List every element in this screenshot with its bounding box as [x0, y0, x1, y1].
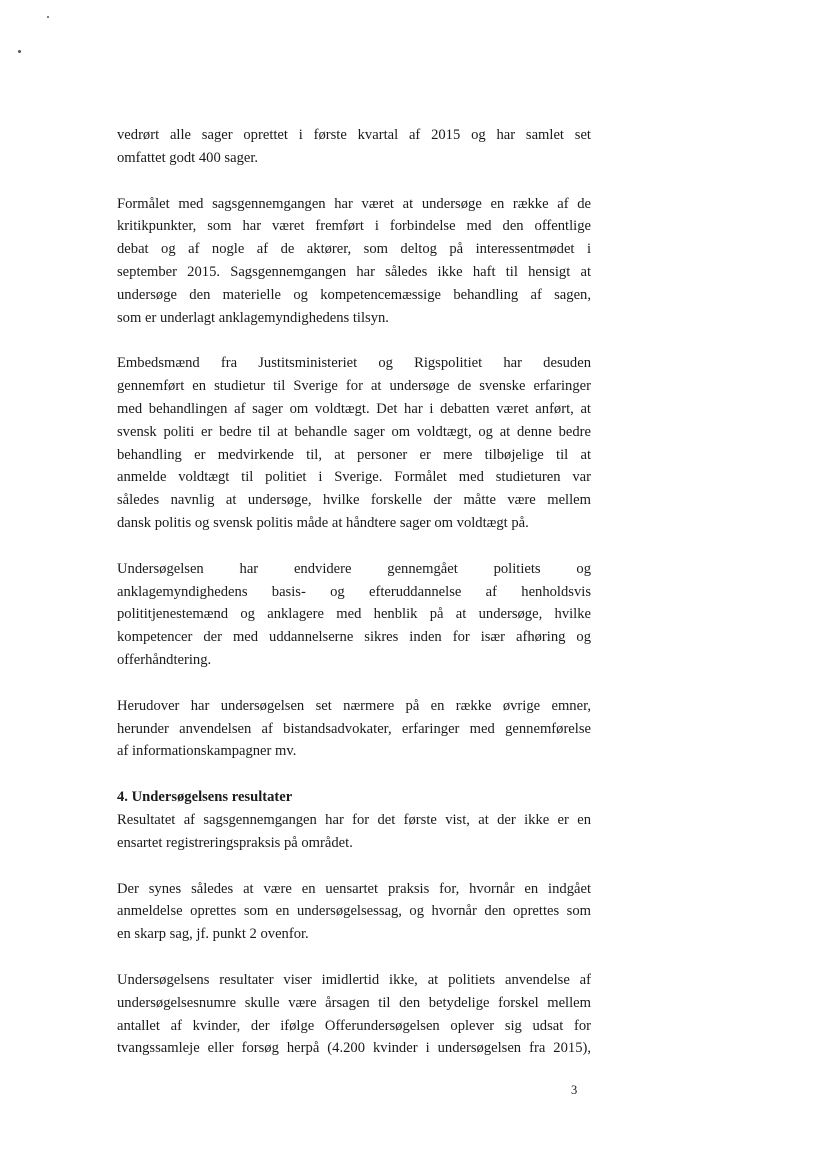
- text-line: polititjenestemænd og anklagere med henblik på at undersøge, hvilke: [117, 606, 591, 623]
- text-line: kompetencer der med uddannelserne sikres inden for især afhøring og: [117, 629, 591, 646]
- paragraph: [117, 352, 591, 534]
- text-line: tvangssamleje eller forsøg herpå (4.200 kvinder i undersøgelsen fra 2015),: [117, 1040, 591, 1057]
- document-body: [117, 124, 591, 1083]
- text-line: anklagemyndighedens basis- og efteruddannelse af henholdsvis: [117, 583, 591, 600]
- text-line: undersøge den materielle og kompetencemæssige behandling af sagen,: [117, 286, 591, 303]
- text-line: dansk politis og svensk politis måde at håndtere sager om voldtægt på.: [117, 514, 529, 531]
- text-line: Undersøgelsens resultater viser imidlertid ikke, at politiets anvendelse af: [117, 971, 591, 988]
- text-line: af informationskampagner mv.: [117, 743, 297, 760]
- text-line: debat og af nogle af de aktører, som deltog på interessentmødet i: [117, 241, 591, 258]
- scan-speck: [18, 50, 21, 53]
- text-line: med behandlingen af sager om voldtægt. Det har i debatten været anført, at: [117, 400, 591, 417]
- text-line: svensk politi er bedre til at behandle sager om voldtægt, og at denne bedre: [117, 423, 591, 440]
- paragraph: [117, 558, 591, 672]
- text-line: herunder anvendelsen af bistandsadvokater, erfaringer med gennemførelse: [117, 720, 591, 737]
- text-line: Formålet med sagsgennemgangen har været at undersøge en række af de: [117, 195, 591, 212]
- text-line: omfattet godt 400 sager.: [117, 149, 259, 166]
- text-line: Undersøgelsen har endvidere gennemgået politiets og: [117, 560, 591, 577]
- text-line: således navnlig at undersøge, hvilke forskelle der måtte være mellem: [117, 492, 591, 509]
- text-line: antallet af kvinder, der ifølge Offerundersøgelsen oplever sig udsat for: [117, 1017, 591, 1034]
- text-line: anmelde voldtægt til politiet i Sverige. Formålet med studieturen var: [117, 469, 591, 486]
- text-line: ensartet registreringspraksis på området.: [117, 834, 353, 851]
- section-heading: 4. Undersøgelsens resultater: [117, 789, 293, 806]
- text-line: anmeldelse oprettes som en undersøgelsessag, og hvornår den oprettes som: [117, 903, 591, 920]
- text-line: Embedsmænd fra Justitsministeriet og Rigspolitiet har desuden: [117, 355, 591, 372]
- text-line: Der synes således at være en uensartet praksis for, hvornår en indgået: [117, 880, 591, 897]
- scan-speck: [47, 16, 49, 18]
- text-line: som er underlagt anklagemyndighedens tilsyn.: [117, 309, 389, 326]
- section-4: [117, 786, 591, 854]
- text-line: en skarp sag, jf. punkt 2 ovenfor.: [117, 926, 309, 943]
- text-line: Herudover har undersøgelsen set nærmere på en række øvrige emner,: [117, 697, 591, 714]
- paragraph: [117, 969, 591, 1060]
- text-line: offerhåndtering.: [117, 651, 212, 668]
- paragraph: [117, 193, 591, 330]
- text-line: behandling er medvirkende til, at personer er mere tilbøjelige til at: [117, 446, 591, 463]
- paragraph: [117, 878, 591, 946]
- text-line: undersøgelsesnumre skulle være årsagen til den betydelige forskel mellem: [117, 994, 591, 1011]
- page-number: 3: [571, 1083, 578, 1097]
- text-line: september 2015. Sagsgennemgangen har således ikke haft til hensigt at: [117, 263, 591, 280]
- text-line: vedrørt alle sager oprettet i første kvartal af 2015 og har samlet set: [117, 127, 591, 143]
- paragraph: [117, 695, 591, 763]
- text-line: Resultatet af sagsgennemgangen har for det første vist, at der ikke er en: [117, 811, 591, 828]
- paragraph: [117, 124, 591, 170]
- text-line: kritikpunkter, som har været fremført i forbindelse med den offentlige: [117, 218, 591, 235]
- text-line: gennemført en studietur til Sverige for at undersøge de svenske erfaringer: [117, 378, 591, 395]
